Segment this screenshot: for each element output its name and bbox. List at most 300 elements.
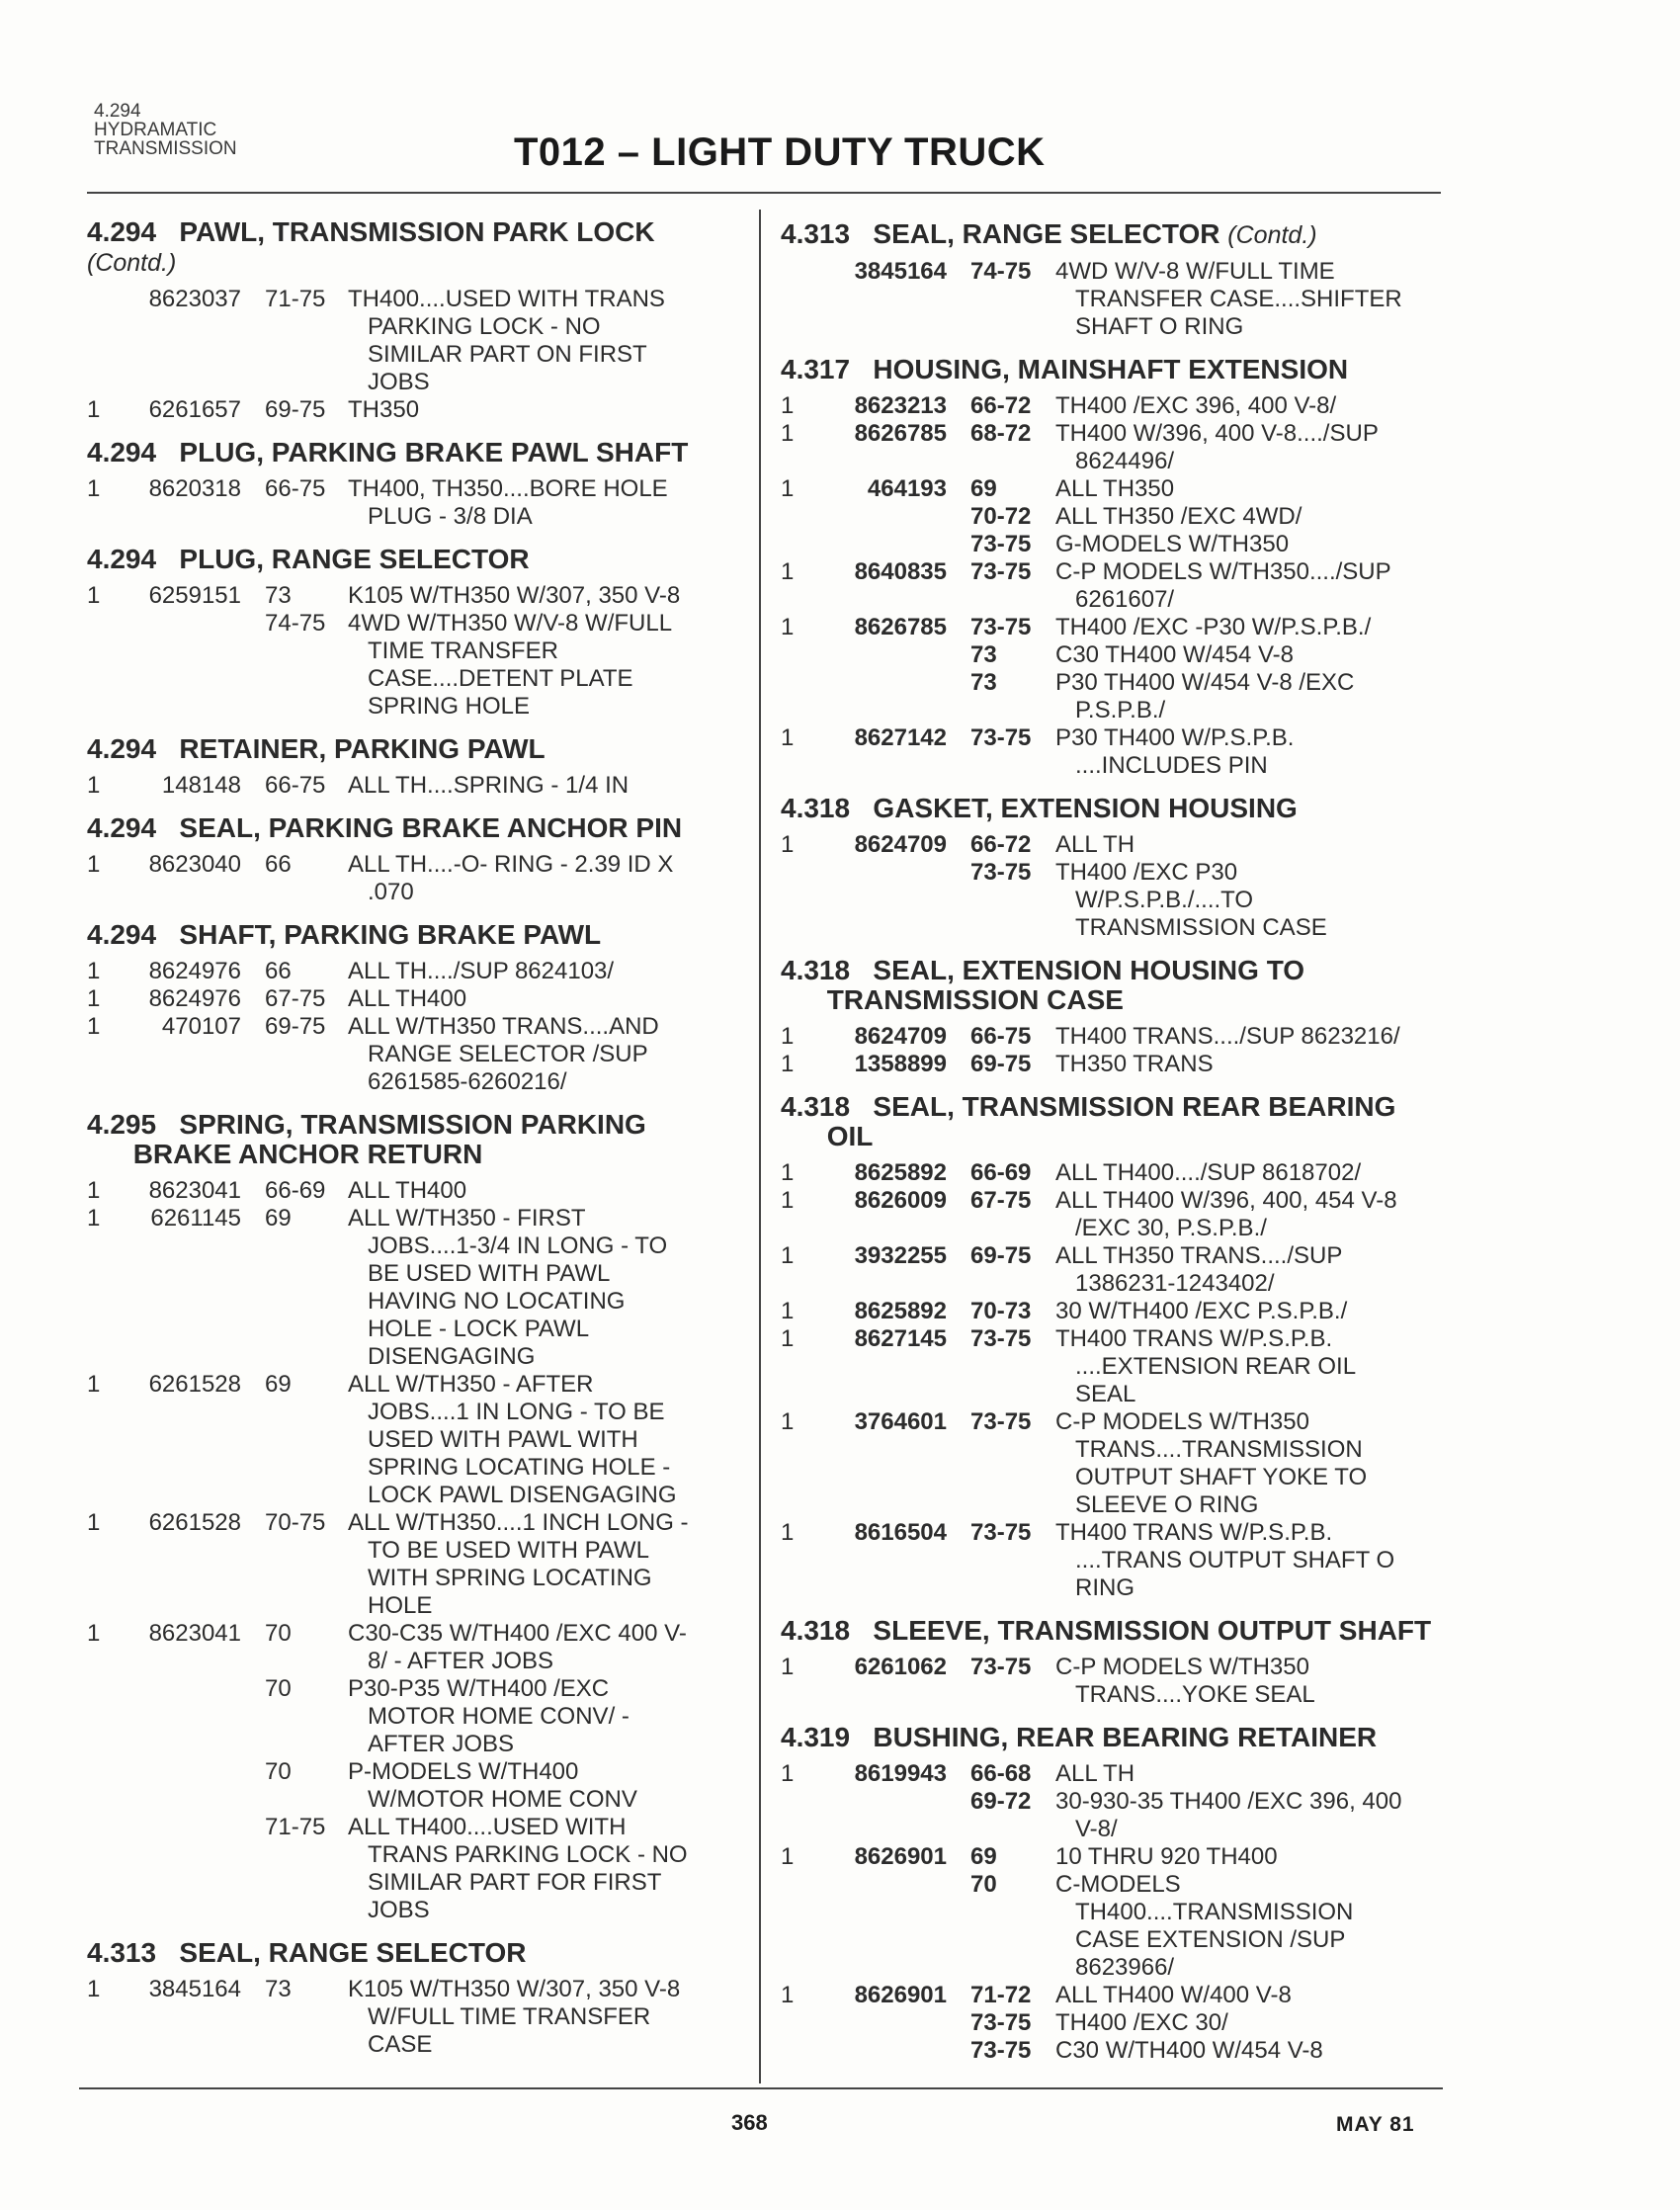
model-years: 70-73 — [970, 1298, 1032, 1324]
description-line: HOLE — [368, 1592, 433, 1619]
description-line: C-P MODELS W/TH350 — [1055, 1654, 1309, 1680]
part-quantity: 1 — [781, 1760, 795, 1787]
model-years: 73-75 — [970, 724, 1032, 751]
part-number: 8619943 — [854, 1760, 947, 1787]
description-line: C-P MODELS W/TH350..../SUP — [1055, 558, 1391, 585]
part-quantity: 1 — [781, 831, 795, 858]
model-years: 67-75 — [265, 985, 326, 1012]
page-date: MAY 81 — [1336, 2113, 1415, 2136]
description-line: SPRING LOCATING HOLE - — [368, 1454, 671, 1481]
part-quantity: 1 — [87, 985, 101, 1012]
description-line: ALL TH..../SUP 8624103/ — [348, 958, 615, 984]
part-quantity: 1 — [87, 396, 101, 423]
part-number: 8626901 — [854, 1982, 947, 2008]
part-row — [781, 1871, 1463, 1982]
description-line: JOBS....1-3/4 IN LONG - TO — [368, 1232, 668, 1259]
model-years: 66-72 — [970, 392, 1032, 419]
description-line: SHAFT O RING — [1075, 313, 1244, 340]
description-line: MOTOR HOME CONV/ - — [368, 1703, 630, 1730]
part-description — [348, 582, 749, 610]
section-title — [781, 219, 1463, 250]
part-description — [348, 396, 749, 424]
description-line: 30 W/TH400 /EXC P.S.P.B./ — [1055, 1298, 1348, 1324]
model-years: 69 — [970, 475, 997, 502]
parts-section — [87, 1938, 749, 2059]
part-quantity — [781, 1871, 818, 1982]
part-quantity: 1 — [781, 475, 795, 502]
part-row — [781, 1023, 1463, 1051]
part-row — [781, 724, 1463, 780]
section-title — [781, 355, 1463, 384]
part-number: 8623041 — [148, 1620, 241, 1647]
part-quantity: 1 — [87, 475, 101, 502]
part-description — [348, 1371, 749, 1509]
model-years: 69-75 — [265, 1013, 326, 1040]
description-line: C30 W/TH400 W/454 V-8 — [1055, 2037, 1323, 2064]
part-number: 8623037 — [148, 286, 241, 312]
description-line: ALL TH400 — [348, 985, 467, 1012]
part-number: 470107 — [161, 1013, 241, 1040]
section-name: SEAL, PARKING BRAKE ANCHOR PIN — [179, 812, 683, 843]
model-years: 66 — [265, 851, 292, 878]
parts-section — [87, 920, 749, 1096]
description-line: TH400 TRANS W/P.S.P.B. — [1055, 1325, 1333, 1352]
part-row — [87, 1758, 749, 1814]
model-years: 66 — [265, 958, 292, 984]
description-line: TRANS....TRANSMISSION — [1075, 1436, 1363, 1463]
description-line: ALL TH350 /EXC 4WD/ — [1055, 503, 1302, 530]
part-row — [87, 1205, 749, 1371]
description-line: 8/ - AFTER JOBS — [368, 1648, 554, 1674]
part-number — [125, 610, 253, 721]
part-row — [781, 1519, 1463, 1602]
part-quantity: 1 — [87, 1205, 101, 1232]
description-line: PLUG - 3/8 DIA — [368, 503, 533, 530]
part-quantity — [781, 258, 818, 341]
model-years: 69 — [970, 1843, 997, 1870]
part-quantity: 1 — [781, 1187, 795, 1214]
description-line: ALL TH400 W/400 V-8 — [1055, 1982, 1292, 2008]
model-years: 69-75 — [970, 1051, 1032, 1077]
model-years: 70 — [265, 1758, 292, 1785]
section-name: SPRING, TRANSMISSION PARKING BRAKE ANCHOR RETURN — [132, 1109, 646, 1169]
description-line: PARKING LOCK - NO — [368, 313, 601, 340]
model-years: 73-75 — [970, 2009, 1032, 2036]
parts-section — [781, 956, 1463, 1078]
parts-section — [781, 1616, 1463, 1709]
description-line: 8623966/ — [1075, 1954, 1175, 1981]
part-number — [818, 2037, 959, 2065]
part-description — [348, 1976, 749, 2059]
section-code: 4.313 — [781, 218, 851, 249]
part-quantity — [781, 859, 818, 942]
part-number — [125, 1814, 253, 1924]
model-years: 73-75 — [970, 2037, 1032, 2064]
model-years: 66-72 — [970, 831, 1032, 858]
part-number: 6261657 — [148, 396, 241, 423]
part-row — [87, 1371, 749, 1509]
description-line: 10 THRU 920 TH400 — [1055, 1843, 1278, 1870]
part-description — [1055, 2009, 1463, 2037]
model-years: 69-75 — [265, 396, 326, 423]
part-row — [781, 558, 1463, 614]
description-line: ALL TH350 TRANS..../SUP — [1055, 1242, 1343, 1269]
description-line: JOBS — [368, 369, 430, 395]
description-line: TH400 TRANS..../SUP 8623216/ — [1055, 1023, 1400, 1050]
part-row — [781, 1760, 1463, 1788]
part-row — [781, 1982, 1463, 2009]
section-name: SHAFT, PARKING BRAKE PAWL — [179, 919, 602, 950]
section-code: 4.313 — [87, 1937, 157, 1968]
description-line: CASE....DETENT PLATE — [368, 665, 633, 692]
part-description — [1055, 1159, 1463, 1187]
part-row — [87, 851, 749, 906]
part-row — [87, 958, 749, 985]
page-title: T012 – LIGHT DUTY TRUCK — [514, 130, 1046, 174]
part-number: 8640835 — [854, 558, 947, 585]
part-number: 3845164 — [148, 1976, 241, 2002]
part-description — [1055, 1654, 1463, 1709]
parts-section — [781, 1092, 1463, 1602]
description-line: ALL W/TH350 - AFTER — [348, 1371, 594, 1398]
description-line: TRANS....YOKE SEAL — [1075, 1681, 1315, 1708]
part-description — [1055, 1051, 1463, 1078]
section-code: 4.318 — [781, 955, 851, 985]
part-row — [781, 503, 1463, 531]
part-description — [1055, 831, 1463, 859]
section-code: 4.294 — [87, 544, 157, 574]
model-years: 67-75 — [970, 1187, 1032, 1214]
description-line: V-8/ — [1075, 1816, 1118, 1842]
part-quantity: 1 — [87, 851, 101, 878]
part-description — [1055, 1871, 1463, 1982]
description-line: USED WITH PAWL WITH — [368, 1426, 638, 1453]
description-line: ALL W/TH350 TRANS....AND — [348, 1013, 659, 1040]
part-number: 8625892 — [854, 1298, 947, 1324]
model-years: 73 — [970, 669, 997, 696]
part-row — [781, 475, 1463, 503]
part-quantity — [87, 1758, 125, 1814]
part-number: 8627142 — [854, 724, 947, 751]
description-line: TRANS PARKING LOCK - NO — [368, 1841, 688, 1868]
model-years: 73-75 — [970, 558, 1032, 585]
model-years: 66-69 — [970, 1159, 1032, 1186]
description-line: ....EXTENSION REAR OIL — [1075, 1353, 1357, 1380]
description-line: 30-930-35 TH400 /EXC 396, 400 — [1055, 1788, 1402, 1815]
model-years: 69 — [265, 1371, 292, 1398]
description-line: RANGE SELECTOR /SUP — [368, 1041, 648, 1067]
part-quantity — [781, 531, 818, 558]
part-description — [1055, 1788, 1463, 1843]
description-line: AFTER JOBS — [368, 1731, 515, 1757]
section-title — [781, 1092, 1463, 1151]
description-line: ALL TH — [1055, 831, 1135, 858]
part-number: 8616504 — [854, 1519, 947, 1546]
model-years: 73 — [265, 1976, 292, 2002]
section-title — [87, 813, 749, 843]
part-number — [818, 503, 959, 531]
parts-section — [781, 219, 1463, 341]
part-row — [87, 1976, 749, 2059]
part-number: 8623041 — [148, 1177, 241, 1204]
part-number — [125, 1758, 253, 1814]
part-number: 8624709 — [854, 831, 947, 858]
description-line: TH400 W/396, 400 V-8..../SUP — [1055, 420, 1379, 447]
part-row — [87, 286, 749, 396]
description-line: WITH SPRING LOCATING — [368, 1565, 652, 1591]
part-row — [781, 2037, 1463, 2065]
section-title — [781, 956, 1463, 1015]
part-quantity: 1 — [781, 392, 795, 419]
header-category-line2: TRANSMISSION — [94, 138, 237, 159]
description-line: TH350 TRANS — [1055, 1051, 1214, 1077]
description-line: OUTPUT SHAFT YOKE TO — [1075, 1464, 1368, 1490]
part-number: 464193 — [867, 475, 947, 502]
part-description — [348, 1758, 749, 1814]
part-description — [348, 851, 749, 906]
model-years: 70 — [265, 1620, 292, 1647]
section-code: 4.294 — [87, 733, 157, 764]
part-row — [781, 1843, 1463, 1871]
description-line: SLEEVE O RING — [1075, 1491, 1259, 1518]
part-description — [348, 1177, 749, 1205]
section-title — [87, 1938, 749, 1968]
description-line: CASE EXTENSION /SUP — [1075, 1926, 1346, 1953]
description-line: LOCK PAWL DISENGAGING — [368, 1482, 677, 1508]
section-name: PLUG, RANGE SELECTOR — [179, 544, 530, 574]
part-number: 8620318 — [148, 475, 241, 502]
part-description — [1055, 641, 1463, 669]
part-description — [1055, 558, 1463, 614]
part-row — [781, 614, 1463, 641]
part-quantity: 1 — [781, 1843, 795, 1870]
description-line: P.S.P.B./ — [1075, 697, 1166, 723]
part-quantity — [87, 610, 125, 721]
description-line: SPRING HOLE — [368, 693, 531, 720]
part-quantity: 1 — [781, 1242, 795, 1269]
part-quantity — [87, 1675, 125, 1758]
description-line: K105 W/TH350 W/307, 350 V-8 — [348, 582, 681, 609]
model-years: 74-75 — [265, 610, 326, 637]
part-row — [781, 1654, 1463, 1709]
section-name: SEAL, RANGE SELECTOR — [179, 1937, 527, 1968]
parts-section — [87, 438, 749, 531]
description-line: TH400 /EXC P30 — [1055, 859, 1238, 886]
section-code: 4.319 — [781, 1722, 851, 1752]
part-description — [1055, 2037, 1463, 2065]
part-description — [1055, 1325, 1463, 1408]
section-code: 4.294 — [87, 919, 157, 950]
description-line: W/P.S.P.B./....TO — [1075, 887, 1254, 913]
part-quantity: 1 — [781, 558, 795, 585]
section-code: 4.317 — [781, 354, 851, 384]
part-description — [1055, 859, 1463, 942]
part-quantity — [781, 1788, 818, 1843]
part-description — [348, 772, 749, 800]
part-quantity — [781, 669, 818, 724]
model-years: 73-75 — [970, 1654, 1032, 1680]
column-divider — [759, 210, 761, 2083]
section-code: 4.318 — [781, 793, 851, 823]
section-title — [87, 920, 749, 950]
part-quantity — [781, 2037, 818, 2065]
model-years: 73 — [970, 641, 997, 668]
part-quantity: 1 — [87, 1620, 101, 1647]
description-line: TH400 TRANS W/P.S.P.B. — [1055, 1519, 1333, 1546]
model-years: 73-75 — [970, 1325, 1032, 1352]
description-line: TH400 /EXC 396, 400 V-8/ — [1055, 392, 1337, 419]
description-line: W/MOTOR HOME CONV — [368, 1786, 637, 1813]
description-line: 4WD W/TH350 W/V-8 W/FULL — [348, 610, 673, 637]
part-number: 6259151 — [148, 582, 241, 609]
part-number: 6261062 — [854, 1654, 947, 1680]
part-quantity: 1 — [781, 1159, 795, 1186]
part-quantity: 1 — [781, 1325, 795, 1352]
description-line: ALL TH....SPRING - 1/4 IN — [348, 772, 630, 799]
description-line: TH400, TH350....BORE HOLE — [348, 475, 668, 502]
part-quantity: 1 — [87, 1976, 101, 2002]
part-number: 8623040 — [148, 851, 241, 878]
description-line: ALL TH400 — [348, 1177, 467, 1204]
section-code: 4.318 — [781, 1615, 851, 1646]
description-line: TH400....TRANSMISSION — [1075, 1899, 1354, 1925]
page-number: 368 — [731, 2110, 768, 2135]
description-line: C30 TH400 W/454 V-8 — [1055, 641, 1295, 668]
part-row — [781, 1159, 1463, 1187]
description-line: 6261585-6260216/ — [368, 1068, 567, 1095]
part-description — [348, 1205, 749, 1371]
description-line: HAVING NO LOCATING — [368, 1288, 626, 1315]
part-row — [87, 396, 749, 424]
part-description — [348, 610, 749, 721]
description-line: 4WD W/V-8 W/FULL TIME — [1055, 258, 1335, 285]
section-code: 4.294 — [87, 437, 157, 468]
section-name: PLUG, PARKING BRAKE PAWL SHAFT — [179, 437, 689, 468]
part-row — [781, 1187, 1463, 1242]
section-name: GASKET, EXTENSION HOUSING — [873, 793, 1298, 823]
header-section-code: 4.294 — [94, 101, 141, 122]
header-category-line1: HYDRAMATIC — [94, 120, 217, 140]
description-line: W/FULL TIME TRANSFER — [368, 2003, 651, 2030]
part-quantity: 1 — [781, 724, 795, 751]
part-description — [1055, 1242, 1463, 1298]
part-number — [818, 641, 959, 669]
part-number: 8626785 — [854, 614, 947, 640]
section-code: 4.294 — [87, 216, 157, 247]
part-row — [87, 1620, 749, 1675]
description-line: ALL TH350 — [1055, 475, 1175, 502]
part-quantity — [781, 2009, 818, 2037]
part-description — [1055, 392, 1463, 420]
part-quantity: 1 — [781, 1023, 795, 1050]
part-row — [87, 985, 749, 1013]
parts-section — [87, 217, 749, 424]
section-title — [781, 1616, 1463, 1646]
part-number: 8626901 — [854, 1843, 947, 1870]
model-years: 70 — [265, 1675, 292, 1702]
part-row — [781, 531, 1463, 558]
description-line: TRANSMISSION CASE — [1075, 914, 1327, 941]
model-years: 70-75 — [265, 1509, 326, 1536]
section-continued: (Contd.) — [1227, 221, 1317, 249]
model-years: 73-75 — [970, 1408, 1032, 1435]
part-quantity: 1 — [781, 1051, 795, 1077]
description-line: SEAL — [1075, 1381, 1136, 1407]
description-line: 6261607/ — [1075, 586, 1175, 613]
model-years: 66-68 — [970, 1760, 1032, 1787]
part-description — [1055, 724, 1463, 780]
part-quantity: 1 — [781, 1982, 795, 2008]
footer-rule — [79, 2087, 1443, 2089]
section-title — [781, 1723, 1463, 1752]
description-line: SIMILAR PART FOR FIRST — [368, 1869, 662, 1896]
description-line: TO BE USED WITH PAWL — [368, 1537, 649, 1564]
part-row — [781, 1788, 1463, 1843]
part-row — [781, 420, 1463, 475]
part-row — [781, 2009, 1463, 2037]
model-years: 73-75 — [970, 614, 1032, 640]
section-title — [87, 1110, 749, 1169]
description-line: .070 — [368, 879, 414, 905]
part-row — [781, 1298, 1463, 1325]
part-description — [1055, 1298, 1463, 1325]
description-line: TH400 /EXC -P30 W/P.S.P.B./ — [1055, 614, 1372, 640]
model-years: 66-69 — [265, 1177, 326, 1204]
model-years: 74-75 — [970, 258, 1032, 285]
section-title — [87, 217, 749, 278]
parts-section — [781, 1723, 1463, 2065]
description-line: ALL W/TH350....1 INCH LONG - — [348, 1509, 689, 1536]
description-line: C30-C35 W/TH400 /EXC 400 V- — [348, 1620, 687, 1647]
part-row — [87, 1177, 749, 1205]
section-name: SLEEVE, TRANSMISSION OUTPUT SHAFT — [873, 1615, 1432, 1646]
section-code: 4.295 — [87, 1109, 157, 1140]
description-line: 8624496/ — [1075, 448, 1175, 474]
part-description — [1055, 614, 1463, 641]
part-quantity: 1 — [781, 1519, 795, 1546]
description-line: BE USED WITH PAWL — [368, 1260, 611, 1287]
part-description — [348, 1620, 749, 1675]
part-quantity — [87, 1814, 125, 1924]
description-line: P30 TH400 W/P.S.P.B. — [1055, 724, 1295, 751]
model-years: 66-75 — [265, 475, 326, 502]
description-line: P30 TH400 W/454 V-8 /EXC — [1055, 669, 1355, 696]
part-description — [348, 985, 749, 1013]
model-years: 70 — [970, 1871, 997, 1898]
part-number: 3932255 — [854, 1242, 947, 1269]
description-line: 1386231-1243402/ — [1075, 1270, 1275, 1297]
part-row — [781, 1242, 1463, 1298]
description-line: TH400....USED WITH TRANS — [348, 286, 665, 312]
parts-section — [781, 355, 1463, 780]
part-quantity: 1 — [87, 1177, 101, 1204]
part-description — [1055, 1760, 1463, 1788]
part-row — [87, 610, 749, 721]
section-code: 4.318 — [781, 1091, 851, 1122]
part-quantity: 1 — [781, 1654, 795, 1680]
part-description — [348, 1509, 749, 1620]
part-row — [781, 1325, 1463, 1408]
part-quantity: 1 — [87, 1509, 101, 1536]
section-code: 4.294 — [87, 812, 157, 843]
part-number — [818, 1788, 959, 1843]
model-years: 66-75 — [970, 1023, 1032, 1050]
description-line: P30-P35 W/TH400 /EXC — [348, 1675, 610, 1702]
part-number: 8626009 — [854, 1187, 947, 1214]
description-line: ....INCLUDES PIN — [1075, 752, 1268, 779]
description-line: ALL TH....-O- RING - 2.39 ID X — [348, 851, 674, 878]
part-description — [1055, 475, 1463, 503]
